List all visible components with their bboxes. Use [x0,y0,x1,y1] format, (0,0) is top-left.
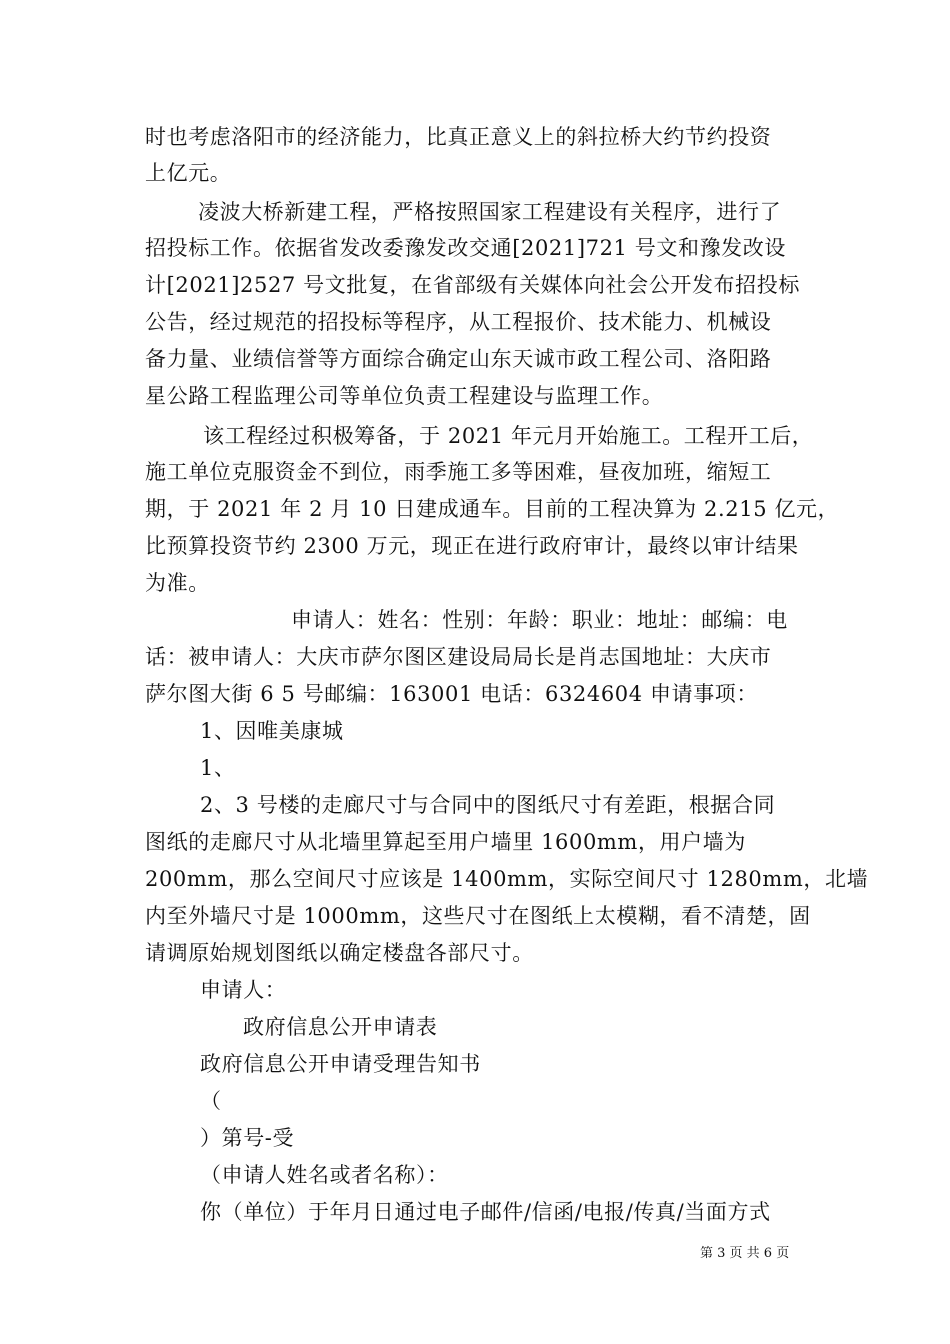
text-line: 该工程经过积极筹备，于 2021 年元月开始施工。工程开工后， [203,424,814,448]
text-line: 公告，经过规范的招投标等程序，从工程报价、技术能力、机械设 [145,310,772,334]
text-line: 申请人： [200,978,287,1002]
list-item: 2、3 号楼的走廊尺寸与合同中的图纸尺寸有差距，根据合同 [200,793,776,817]
list-item: 1、因唯美康城 [200,719,344,743]
text-line: 施工单位克服资金不到位，雨季施工多等困难，昼夜加班，缩短工 [145,460,772,484]
text-line: 备力量、业绩信誉等方面综合确定山东天诚市政工程公司、洛阳路 [145,347,772,371]
page-number: 第 3 页 共 6 页 [700,1246,790,1261]
text-line: 200mm，那么空间尺寸应该是 1400mm，实际空间尺寸 1280mm，北墙 [145,867,869,891]
text-line: （申请人姓名或者名称）： [200,1163,449,1187]
text-line: ）第号-受 [200,1126,295,1150]
text-line: 期，于 2021 年 2 月 10 日建成通车。目前的工程决算为 2.215 亿元， [145,497,840,521]
text-line: 你（单位）于年月日通过电子邮件/信函/电报/传真/当面方式 [200,1200,771,1224]
text-line: 请调原始规划图纸以确定楼盘各部尺寸。 [145,941,534,965]
list-item: 1、 [200,756,236,780]
text-line: 话：被申请人：大庆市萨尔图区建设局局长是肖志国地址：大庆市 [145,645,772,669]
text-line: 时也考虑洛阳市的经济能力，比真正意义上的斜拉桥大约节约投资 [145,125,772,149]
text-line: 凌波大桥新建工程，严格按照国家工程建设有关程序，进行了 [198,200,782,224]
text-line: 萨尔图大街 6 5 号邮编：163001 电话：6324604 申请事项： [145,682,758,706]
text-line: 申请人：姓名：性别：年龄：职业：地址：邮编：电 [291,608,788,632]
text-line: 政府信息公开申请表 [243,1015,438,1039]
text-line: 为准。 [145,571,210,595]
text-line: 比预算投资节约 2300 万元，现正在进行政府审计，最终以审计结果 [145,534,799,558]
text-line: 上亿元。 [145,161,232,185]
text-line: 内至外墙尺寸是 1000mm，这些尺寸在图纸上太模糊，看不清楚，固 [145,904,811,928]
text-line: 招投标工作。依据省发改委豫发改交通[2021]721 号文和豫发改设 [145,236,786,260]
text-line: 图纸的走廊尺寸从北墙里算起至用户墙里 1600mm，用户墙为 [145,830,746,854]
text-line: 计[2021]2527 号文批复，在省部级有关媒体向社会公开发布招投标 [145,273,800,297]
text-line: 星公路工程监理公司等单位负责工程建设与监理工作。 [145,384,664,408]
text-line: 政府信息公开申请受理告知书 [200,1052,481,1076]
text-line: （ [200,1089,222,1113]
